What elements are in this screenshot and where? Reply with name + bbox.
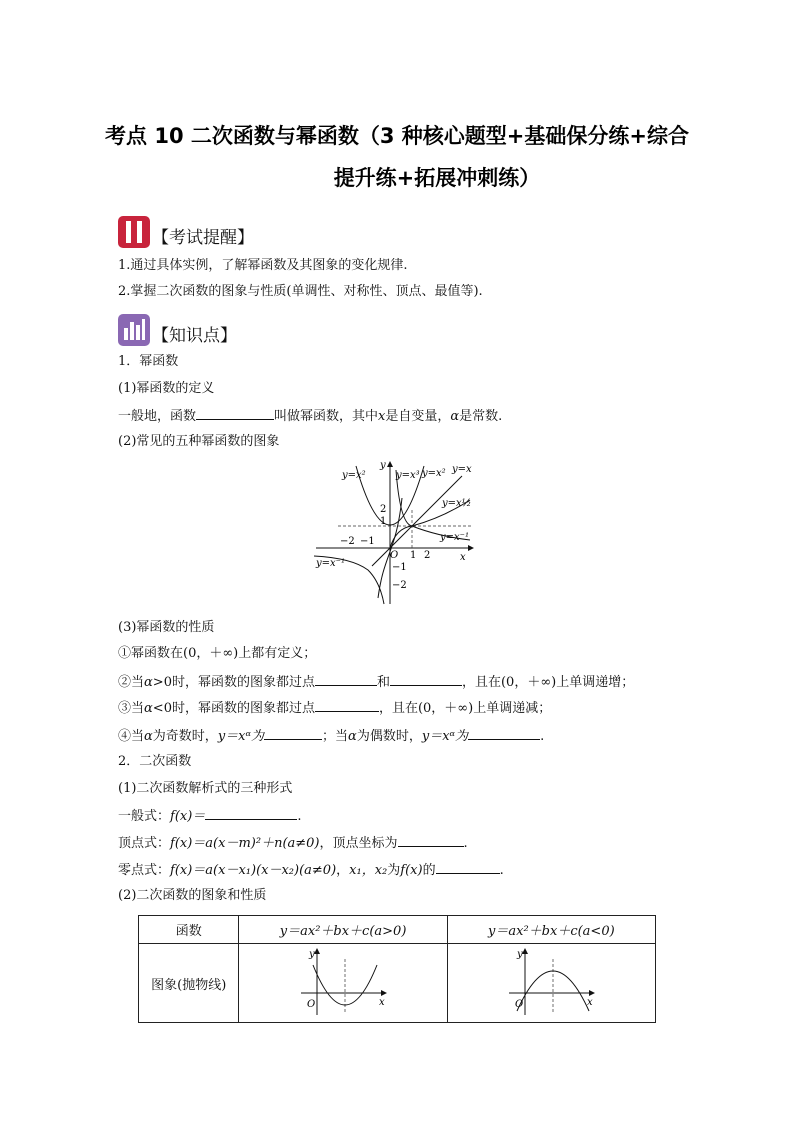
text: 是常数.: [459, 409, 503, 424]
text: <0时，幂函数的图象都过点: [152, 701, 315, 716]
axis-y-label: y: [380, 460, 386, 471]
label-y-x-inv-right: y=x⁻¹: [440, 532, 469, 543]
knowledge-header: [118, 312, 237, 346]
general-form: [118, 807, 301, 825]
text: 顶点式：: [118, 836, 171, 851]
exam-tips-heading: 【考试提醒】: [152, 228, 254, 248]
var: α: [144, 675, 153, 690]
answer-blank[interactable]: [315, 673, 377, 686]
section-2-heading: 2．二次函数: [118, 754, 192, 769]
tick-x-m2: −2: [340, 536, 355, 547]
property-1: ①幂函数在(0，＋∞)上都有定义；: [118, 646, 317, 661]
tick-x-m1: −1: [360, 536, 375, 547]
answer-blank[interactable]: [205, 807, 297, 820]
axis-x-label: x: [460, 552, 466, 563]
text: ③当: [118, 701, 145, 716]
parabola-opening-down: [503, 945, 599, 1017]
answer-blank[interactable]: [315, 699, 379, 712]
section-1-1-heading: (1)幂函数的定义: [118, 381, 215, 396]
mini-y-label: y: [309, 949, 315, 960]
var: f(x): [400, 863, 423, 878]
parabola-up-cell: [239, 944, 447, 1023]
table-header-a-positive: y＝ax²＋bx＋c(a>0): [239, 916, 447, 944]
var: α: [450, 409, 460, 424]
var: y＝xᵅ为: [217, 729, 265, 744]
section-2-1-heading: (1)二次函数解析式的三种形式: [118, 781, 293, 796]
text: .: [540, 729, 545, 744]
var: α: [348, 729, 357, 744]
property-4: [118, 727, 544, 745]
property-2: [118, 673, 634, 691]
tick-y-m2: −2: [392, 580, 407, 591]
text: ④当: [118, 729, 145, 744]
text: 一般式：: [118, 809, 171, 824]
text: 为: [387, 863, 401, 878]
answer-blank[interactable]: [436, 861, 500, 874]
origin-label: O: [390, 550, 399, 561]
tick-x-1: 1: [410, 550, 417, 561]
power-function-definition: [118, 407, 502, 425]
text: 是自变量，: [385, 409, 451, 424]
text: >0时，幂函数的图象都过点: [152, 675, 315, 690]
page-title-line-1: 考点 10 二次函数与幂函数（3 种核心题型+基础保分练+综合: [105, 124, 689, 148]
label-y-x2: y=x²: [342, 470, 366, 481]
var: x: [378, 409, 386, 424]
mini-x-label: x: [587, 997, 593, 1008]
var: y＝xᵅ为: [421, 729, 469, 744]
mini-origin-label: O: [307, 999, 316, 1010]
label-y-x2-right: y=x²: [422, 468, 446, 479]
text: 叫做幂函数，其中: [274, 409, 379, 424]
var: α: [144, 701, 153, 716]
exam-tip-1: 1.通过具体实例，了解幂函数及其图象的变化规律.: [118, 258, 408, 273]
mini-origin-label: O: [515, 999, 524, 1010]
power-functions-graph: [312, 458, 482, 606]
text: 的: [422, 863, 436, 878]
vertex-form: [118, 834, 468, 852]
label-y-x-inv-left: y=x⁻¹: [316, 558, 345, 569]
text: 一般地，函数: [118, 409, 197, 424]
text: .: [463, 836, 468, 851]
label-y-x: y=x: [452, 464, 472, 475]
tick-y-2: 2: [380, 504, 387, 515]
table-header-function: 函数: [139, 916, 239, 944]
answer-blank[interactable]: [468, 727, 540, 740]
var: f(x)＝a(x－x₁)(x－x₂)(a≠0): [170, 863, 337, 878]
tick-x-2: 2: [424, 550, 431, 561]
text: 零点式：: [118, 863, 171, 878]
answer-blank[interactable]: [398, 834, 464, 847]
table-header-row: [139, 916, 656, 944]
text: 为偶数时，: [356, 729, 422, 744]
answer-blank[interactable]: [196, 407, 274, 420]
parabola-opening-up: [295, 945, 391, 1017]
var: α: [144, 729, 153, 744]
tick-y-m1: −1: [392, 562, 407, 573]
label-y-x3: y=x³: [396, 470, 420, 481]
label-y-x-half: y=x½: [442, 498, 472, 509]
page-title-line-2: 提升练+拓展冲刺练）: [333, 166, 541, 190]
text: 为奇数时，: [152, 729, 218, 744]
var: f(x)＝: [170, 809, 206, 824]
section-1-3-heading: (3)幂函数的性质: [118, 620, 215, 635]
section-1-heading: 1．幂函数: [118, 354, 179, 369]
var: x₁，x₂: [349, 863, 388, 878]
table-row-label: 图象(抛物线): [139, 944, 239, 1023]
knowledge-heading: 【知识点】: [152, 326, 237, 346]
text: ，: [336, 863, 350, 878]
exam-tips-icon: [118, 216, 150, 248]
exam-tips-header: [118, 214, 254, 248]
parabola-down-cell: [447, 944, 655, 1023]
section-2-2-heading: (2)二次函数的图象和性质: [118, 888, 267, 903]
table-header-a-negative: y＝ax²＋bx＋c(a<0): [447, 916, 655, 944]
text: ，且在(0，＋∞)上单调递减；: [378, 701, 552, 716]
quadratic-properties-table: [138, 915, 656, 1023]
bar-chart-icon: [118, 314, 150, 346]
tick-y-1: 1: [380, 516, 387, 527]
text: 和: [376, 675, 390, 690]
text: ，且在(0，＋∞)上单调递增；: [461, 675, 635, 690]
var: f(x)＝a(x－m)²＋n(a≠0): [170, 836, 320, 851]
answer-blank[interactable]: [390, 673, 462, 686]
mini-x-label: x: [379, 997, 385, 1008]
property-3: [118, 699, 551, 717]
text: .: [499, 863, 504, 878]
zero-form: [118, 861, 504, 879]
text: ②当: [118, 675, 145, 690]
text: ；当: [322, 729, 349, 744]
exam-tip-2: 2.掌握二次函数的图象与性质(单调性、对称性、顶点、最值等).: [118, 284, 483, 299]
text: ，顶点坐标为: [319, 836, 398, 851]
table-row: [139, 944, 656, 1023]
text: .: [297, 809, 302, 824]
section-1-2-heading: (2)常见的五种幂函数的图象: [118, 434, 280, 449]
answer-blank[interactable]: [264, 727, 322, 740]
mini-y-label: y: [517, 949, 524, 960]
